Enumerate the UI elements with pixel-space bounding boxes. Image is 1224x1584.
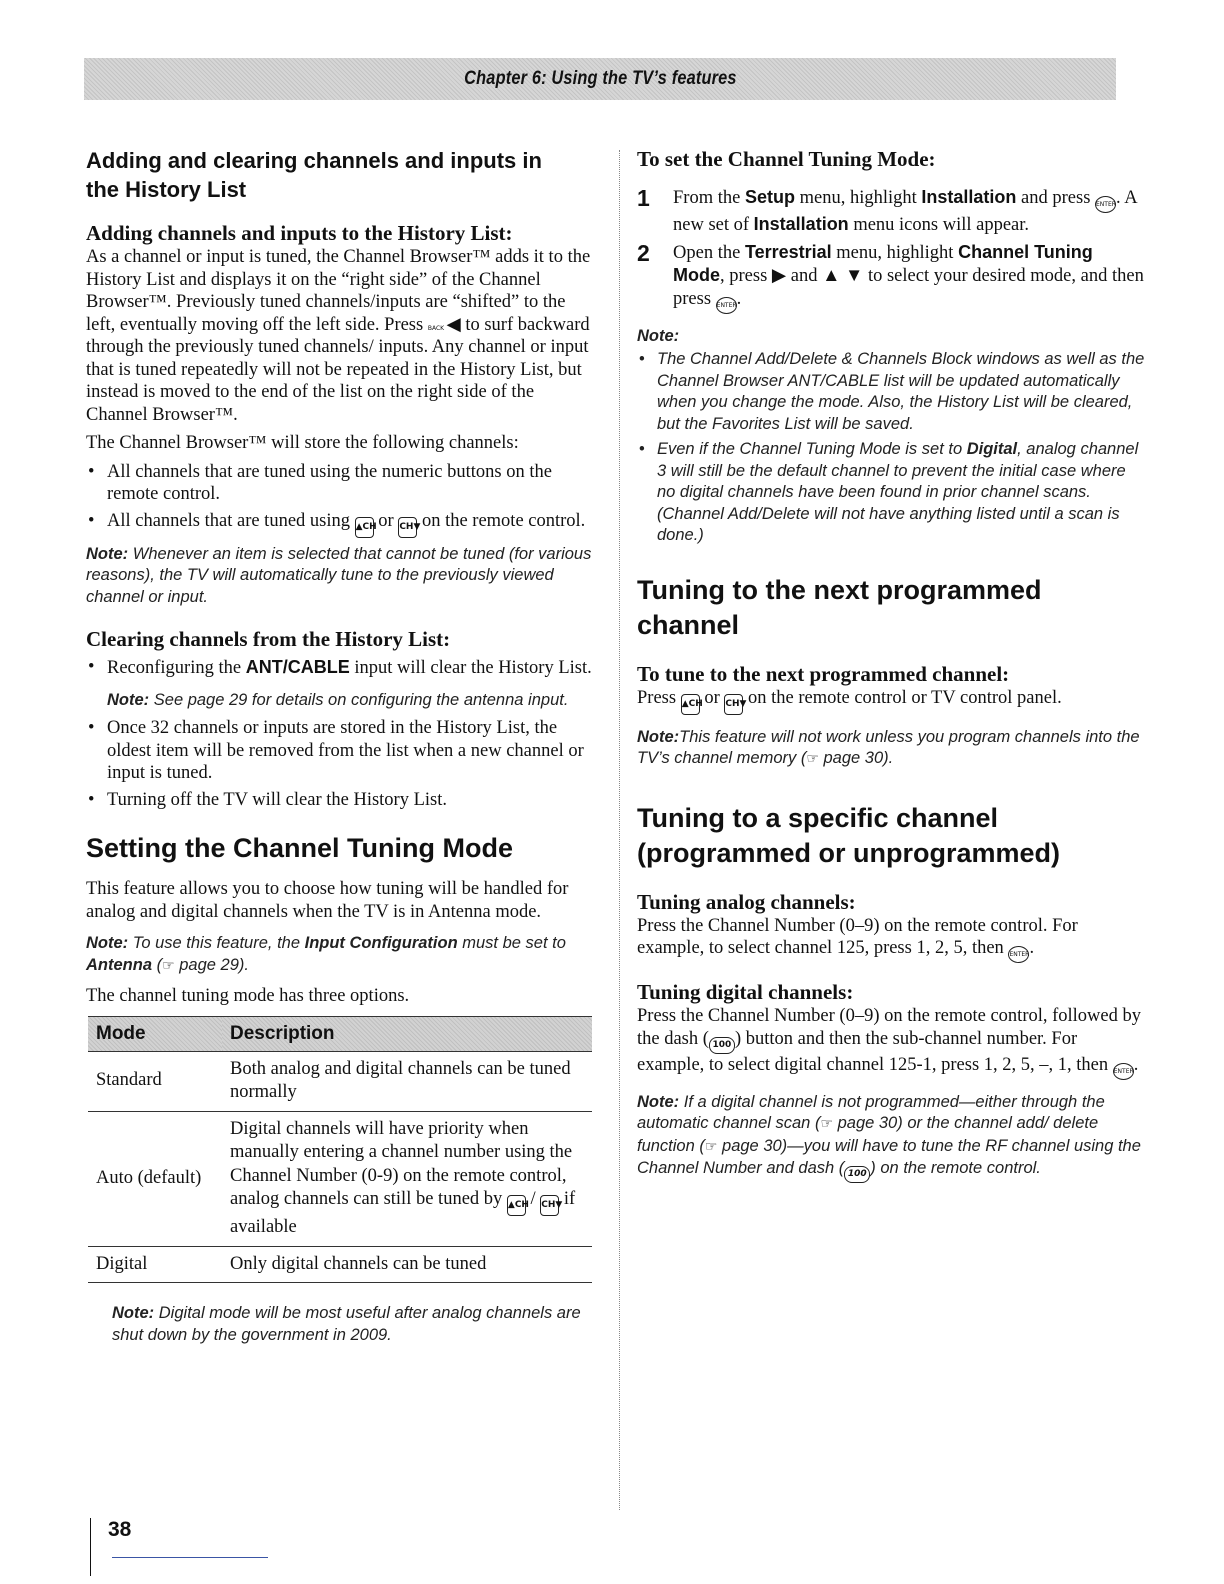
left-column [86, 146, 596, 1346]
auto-description-text: Digital channels will have priority when manually entering a channel number using the Channel Number (0-9) on the remote control, analog channels can still be tuned by [230, 1118, 573, 1209]
installation-label: Installation [921, 187, 1017, 207]
digital-note-text-a: If a digital channel is not programmed—either through the automatic channel scan ( [637, 1092, 1105, 1132]
input-configuration-label: Input Configuration [304, 934, 458, 952]
step1-text-c: and press [1021, 188, 1091, 208]
mode-note-bullets [637, 349, 1145, 547]
three-options-paragraph: The channel tuning mode has three options. [86, 986, 410, 1006]
table-header-description: Description [222, 1016, 592, 1051]
enter-button-icon: ENTER [1008, 946, 1029, 963]
digital-text-a: Press the Channel Number (0–9) on the remote control, followed by the dash ( [637, 1006, 1142, 1049]
clear-bullet-text-b: input will clear the History List. [354, 658, 592, 678]
back-button-icon: BACK [427, 324, 445, 332]
mode-note-bullet-digital-text-b: , analog channel 3 will still be the default channel to prevent the initial case where no digital channels have been found in prior channel scans. (Channel Add/Delete will not have anything listed until a scan is done.) [657, 440, 1139, 544]
note-label: Note: [107, 690, 150, 709]
auto-description-tail: if available [230, 1189, 576, 1237]
setup-menu-label: Setup [744, 187, 795, 207]
chapter-title: Chapter 6: Using the TV’s features [463, 68, 737, 89]
tuning-mode-table [88, 1016, 592, 1284]
input-config-note-text-c: page 29). [179, 955, 249, 974]
digital-note-text-d: ) on the remote control. [870, 1159, 1041, 1177]
note-label: Note: [112, 1304, 155, 1322]
mode-note-bullet-digital-text-a: Even if the Channel Tuning Mode is set to [657, 440, 963, 458]
store-bullet-numeric: • All channels that are tuned using the numeric buttons on the remote control. [86, 461, 596, 506]
table-row [88, 1111, 592, 1246]
dash-100-button-icon: 100 [844, 1166, 870, 1183]
enter-button-icon: ENTER [716, 297, 737, 314]
chapter-header-bar [84, 58, 1116, 100]
analog-channels-heading: Tuning analog channels: [637, 889, 856, 914]
step2-text-d: . [736, 288, 742, 309]
channel-tuning-mode-label: Channel Tuning Mode [673, 241, 1093, 285]
tuning-mode-steps [637, 186, 1145, 314]
table-cell-description: Only digital channels can be tuned [222, 1246, 592, 1283]
clearing-channels-heading: Clearing channels from the History List: [86, 627, 451, 651]
ch-up-icon: ▲CH [681, 694, 700, 715]
adding-text-a: As a channel or input is tuned, the Channel Browser™ adds it to the History List and displays it on the “right side” of the Channel Browser™. Previously tuned channels/inputs are “shifted” to the left, eventually moving off the left side. Press [86, 247, 591, 335]
page-number: 38 [108, 1518, 132, 1541]
page-reference-icon: ☞ [820, 1116, 833, 1132]
step-number: 1 [637, 185, 650, 211]
store-bullet-ch [86, 510, 596, 538]
step-2 [637, 241, 1145, 314]
step1-text-d: . A new set of [673, 188, 1137, 235]
installation-label: Installation [753, 214, 849, 234]
enter-button-icon: ENTER [1095, 196, 1116, 213]
next-channel-proc-heading: To tune to the next programmed channel: [637, 661, 1010, 686]
analog-text-b: . [1029, 938, 1035, 958]
table-cell-description: Both analog and digital channels can be tuned normally [222, 1051, 592, 1111]
table-header-mode: Mode [88, 1016, 222, 1051]
clear-bullet-turn-off: • Turning off the TV will clear the History List. [86, 789, 596, 812]
page-reference-icon: ☞ [162, 957, 175, 974]
untunable-note [86, 544, 596, 609]
step-number: 2 [637, 239, 650, 266]
table-row [88, 1051, 592, 1111]
table-header-row [88, 1016, 592, 1051]
digital-label: Digital [966, 440, 1018, 458]
next-channel-text-or: or [704, 687, 720, 708]
step2-text-a: Open the [673, 242, 741, 263]
step2-text-c: , press ▶ and ▲ ▼ to select your desired mode, and then press [673, 266, 1144, 309]
mode-note-label [637, 326, 1145, 348]
step2-text-b: menu, highlight [836, 242, 954, 263]
digital-note-text-b: page 30) or the channel add/ delete function ( [637, 1114, 1099, 1155]
antenna-config-note-text: See page 29 for details on configuring the antenna input. [153, 690, 569, 709]
next-channel-heading: Tuning to the next programmed channel [637, 574, 1042, 640]
history-list-heading: Adding and clearing channels and inputs in the History List [86, 148, 542, 202]
mode-note-bullet-update: • The Channel Add/Delete & Channels Block windows as well as the Channel Browser ANT/CABLE list will be updated automatically when you change the mode. Also, the History List will be cleared, but the Favorites List will be saved. [637, 349, 1145, 435]
tuning-mode-paragraph: This feature allows you to choose how tuning will be handled for analog and digital channels when the TV is in Antenna mode. [86, 879, 569, 922]
analog-channels-paragraph [637, 915, 1145, 964]
clear-bullet-32-channels: • Once 32 channels or inputs are stored in the History List, the oldest item will be removed from the list when a new channel or input is tuned. [86, 717, 596, 785]
specific-channel-heading: Tuning to a specific channel (programmed or unprogrammed) [637, 802, 1061, 868]
step-1 [637, 186, 1145, 237]
next-channel-note-text-b: page 30). [823, 749, 894, 767]
ch-up-icon: ▲CH [355, 517, 374, 538]
input-config-note-text-b: must be set to [462, 934, 566, 952]
page-reference-icon: ☞ [704, 1138, 718, 1155]
dash-100-button-icon: 100 [709, 1037, 735, 1054]
step-text [673, 241, 1145, 314]
digital-channels-heading: Tuning digital channels: [637, 980, 854, 1004]
input-config-note: Note: To use this feature, the Input Configuration must be set to Antenna (☞ page 29). [86, 934, 566, 974]
digital-channels-paragraph [637, 1005, 1145, 1080]
clearing-bullets [86, 656, 596, 811]
note-label: Note: [637, 326, 680, 345]
ch-up-icon: ▲CH [507, 1195, 526, 1216]
table-row [88, 1246, 592, 1283]
step-text [673, 186, 1145, 237]
tuning-mode-heading: Setting the Channel Tuning Mode [86, 833, 513, 863]
next-channel-text-a: Press [637, 687, 677, 708]
step1-text-e: menu icons will appear. [853, 215, 1030, 235]
clear-bullet-ant-cable [86, 656, 596, 711]
note-label: Note: [637, 727, 680, 746]
untunable-note-text: Whenever an item is selected that cannot be tuned (for various reasons), the TV will automatically tune to the previously viewed channel or input. [86, 544, 592, 606]
input-config-note-text-a: To use this feature, the [132, 934, 301, 952]
step1-text-b: menu, highlight [799, 188, 917, 208]
store-bullet-ch-text-b: on the remote control. [421, 510, 586, 531]
mode-note-bullet-digital [637, 439, 1145, 547]
store-paragraph: The Channel Browser™ will store the following channels: [86, 433, 519, 453]
table-cell-mode: Standard [88, 1051, 222, 1111]
adding-text-b: ◀ to surf backward through the previously tuned channels/ inputs. Any channel or input that is tuned repeatedly will not be repeated in the History List, but instead is moved to the end of the list on the right side of the Channel Browser™. [86, 314, 590, 425]
antenna-label: Antenna [86, 955, 152, 974]
page-number-rule [90, 1518, 91, 1576]
store-bullet-ch-text-a: All channels that are tuned using [107, 510, 351, 531]
adding-channels-heading: Adding channels and inputs to the History List: [86, 221, 513, 245]
terrestrial-menu-label: Terrestrial [744, 241, 832, 262]
digital-mode-note [112, 1303, 596, 1346]
adding-paragraph [86, 246, 596, 426]
digital-mode-note-text: Digital mode will be most useful after analog channels are shut down by the government in 2009. [112, 1304, 581, 1344]
next-channel-paragraph [637, 687, 1145, 715]
table-cell-mode: Digital [88, 1246, 222, 1283]
antenna-config-note [107, 690, 596, 712]
enter-button-icon: ENTER [1113, 1063, 1134, 1080]
step1-text-a: From the [673, 188, 741, 208]
store-bullets [86, 461, 596, 538]
clear-bullet-text-a: Reconfiguring the [107, 658, 242, 678]
set-tuning-mode-heading: To set the Channel Tuning Mode: [637, 147, 936, 171]
ch-down-icon: CH▼ [398, 517, 417, 538]
ant-cable-label: ANT/CABLE [245, 657, 350, 677]
digital-channel-note [637, 1092, 1145, 1184]
right-column [637, 146, 1145, 1191]
next-channel-note [637, 727, 1145, 771]
column-divider [619, 150, 620, 1510]
store-bullet-ch-or: or [378, 510, 394, 531]
table-cell-mode: Auto (default) [88, 1111, 222, 1246]
analog-text-a: Press the Channel Number (0–9) on the remote control. For example, to select channel 125, press 1, 2, 5, then [637, 915, 1078, 958]
table-cell-description: Digital channels will have priority when manually entering a channel number using the Channel Number (0-9) on the remote control, analog channels can still be tuned by ▲CH / CH▼ if available [222, 1111, 592, 1246]
digital-note-text-c: page 30)—you will have to tune the RF channel using the Channel Number and dash ( [637, 1136, 1141, 1177]
footer-underline [112, 1557, 268, 1558]
next-channel-text-b: on the remote control or TV control panel. [747, 687, 1062, 708]
digital-text-b: ) button and then the sub-channel number. For example, to select digital channel 125-1, press 1, 2, 5, –, 1, then [637, 1028, 1109, 1075]
note-label: Note: [86, 934, 129, 952]
note-label: Note: [86, 544, 129, 563]
page-reference-icon: ☞ [806, 751, 819, 767]
next-channel-note-text-a: This feature will not work unless you program channels into the TV’s channel memory ( [637, 727, 1140, 767]
ch-down-icon: CH▼ [724, 694, 743, 715]
digital-text-c: . [1133, 1054, 1139, 1075]
note-label: Note: [637, 1092, 680, 1111]
ch-down-icon: CH▼ [540, 1195, 559, 1216]
